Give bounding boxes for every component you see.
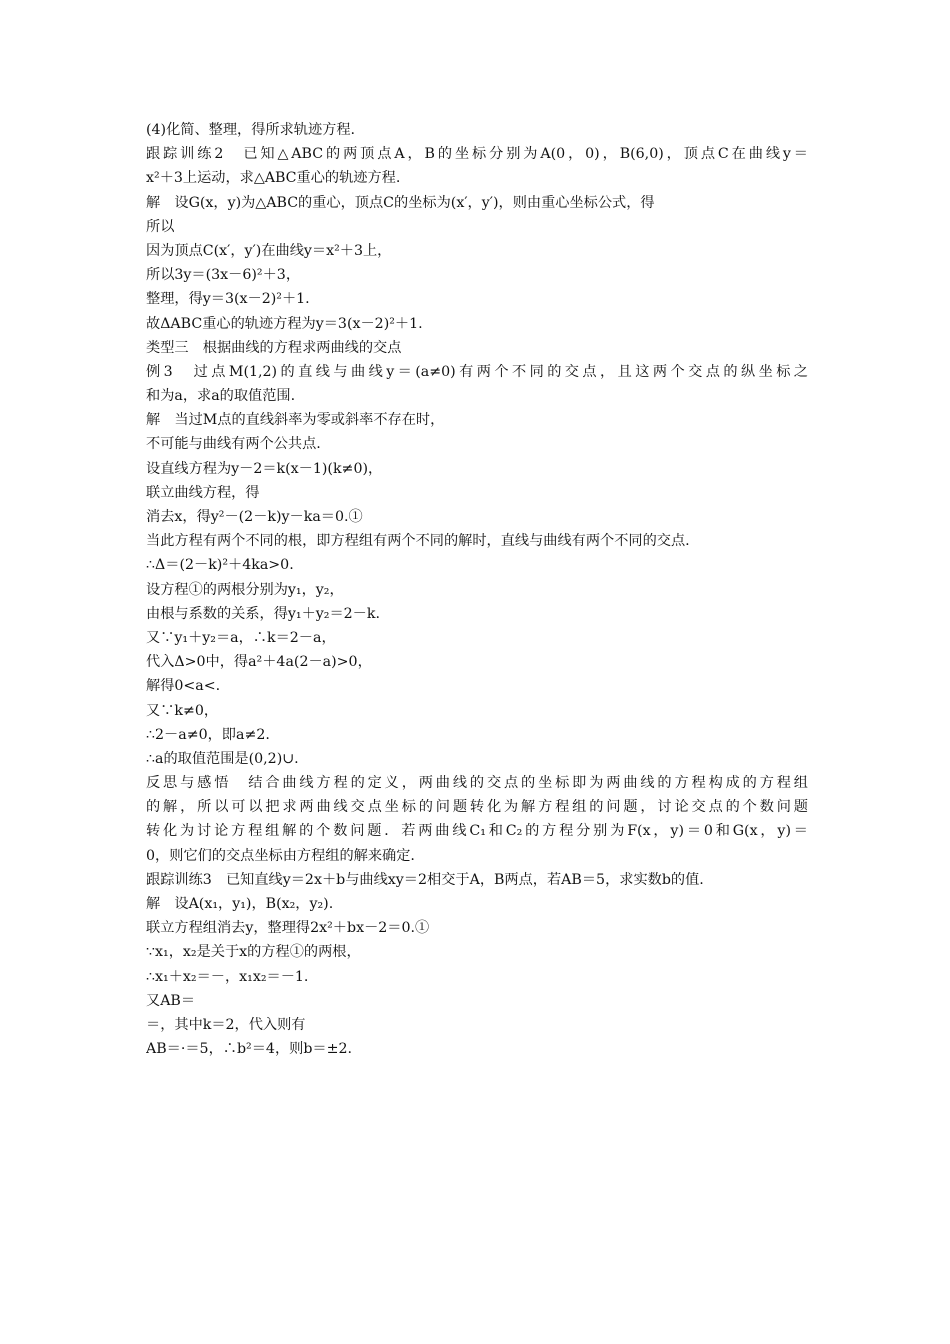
text-line: 由根与系数的关系，得y₁＋y₂＝2－k. xyxy=(146,605,380,622)
text-line: ＝，其中k＝2，代入则有 xyxy=(146,1016,306,1033)
text-line: ∴2－a≠0，即a≠2. xyxy=(146,726,270,743)
text-line: 联立曲线方程，得 xyxy=(146,484,260,501)
text-line: 因为顶点C(x′，y′)在曲线y＝x²＋3上， xyxy=(146,242,392,259)
text-line: 设直线方程为y－2＝k(x－1)(k≠0)， xyxy=(146,460,383,477)
text-line: 所以 xyxy=(146,218,175,235)
text-line: 的解，所以可以把求两曲线交点坐标的问题转化为解方程组的问题，讨论交点的个数问题 xyxy=(146,799,808,816)
text-line: 故ΔABC重心的轨迹方程为y＝3(x－2)²＋1. xyxy=(146,315,423,332)
text-line: 不可能与曲线有两个公共点. xyxy=(146,436,321,453)
text-line: 例3 过点M(1,2)的直线与曲线y＝(a≠0)有两个不同的交点，且这两个交点的纵坐标之 xyxy=(146,363,808,380)
text-line: AB＝·＝5，∴b²＝4，则b＝±2. xyxy=(146,1041,353,1058)
text-line: 跟踪训练3 已知直线y＝2x＋b与曲线xy＝2相交于A，B两点，若AB＝5，求实数b的值. xyxy=(146,871,704,888)
text-line: 解 设G(x，y)为△ABC的重心，顶点C的坐标为(x′，y′)，则由重心坐标公式，得 xyxy=(146,194,655,211)
text-line: 反思与感悟 结合曲线方程的定义，两曲线的交点的坐标即为两曲线的方程构成的方程组 xyxy=(146,775,808,792)
text-line: 0，则它们的交点坐标由方程组的解来确定. xyxy=(146,847,415,864)
text-line: 又∵y₁＋y₂＝a，∴k＝2－a， xyxy=(146,629,336,646)
text-line: 代入Δ>0中，得a²＋4a(2－a)>0， xyxy=(146,654,372,671)
text-line: 设方程①的两根分别为y₁，y₂， xyxy=(146,581,344,598)
text-line: 跟踪训练2 已知△ABC的两顶点A，B的坐标分别为A(0，0)，B(6,0)，顶点C在曲线y＝ xyxy=(146,146,808,163)
document-body xyxy=(146,118,808,1061)
text-line: 又AB＝ xyxy=(146,992,196,1009)
text-line: 和为a，求a的取值范围. xyxy=(146,388,296,405)
text-line: 又∵k≠0， xyxy=(146,702,219,719)
text-line: 当此方程有两个不同的根，即方程组有两个不同的解时，直线与曲线有两个不同的交点. xyxy=(146,533,690,550)
text-line: ∴x₁＋x₂＝－，x₁x₂＝－1. xyxy=(146,968,309,985)
text-line: ∴Δ＝(2－k)²＋4ka>0. xyxy=(146,557,294,574)
text-line: ∴a的取值范围是(0,2)∪. xyxy=(146,750,299,767)
text-line: (4)化简、整理，得所求轨迹方程. xyxy=(146,122,356,138)
text-line: x²＋3上运动，求△ABC重心的轨迹方程. xyxy=(146,170,401,187)
text-line: ∵x₁，x₂是关于x的方程①的两根， xyxy=(146,944,361,961)
text-line: 解得0<a<. xyxy=(146,678,221,695)
text-line: 整理，得y＝3(x－2)²＋1. xyxy=(146,291,310,308)
text-line: 联立方程组消去y，整理得2x²＋bx－2＝0.① xyxy=(146,920,430,937)
text-line: 转化为讨论方程组解的个数问题．若两曲线C₁和C₂的方程分别为F(x，y)＝0和G(x，y)＝ xyxy=(146,823,808,840)
text-line: 所以3y＝(3x－6)²＋3， xyxy=(146,267,301,284)
text-line: 消去x，得y²－(2－k)y－ka＝0.① xyxy=(146,509,363,525)
section-heading: 类型三 根据曲线的方程求两曲线的交点 xyxy=(146,339,402,356)
text-line: 解 当过M点的直线斜率为零或斜率不存在时， xyxy=(146,412,445,429)
text-line: 解 设A(x₁，y₁)，B(x₂，y₂). xyxy=(146,896,334,912)
